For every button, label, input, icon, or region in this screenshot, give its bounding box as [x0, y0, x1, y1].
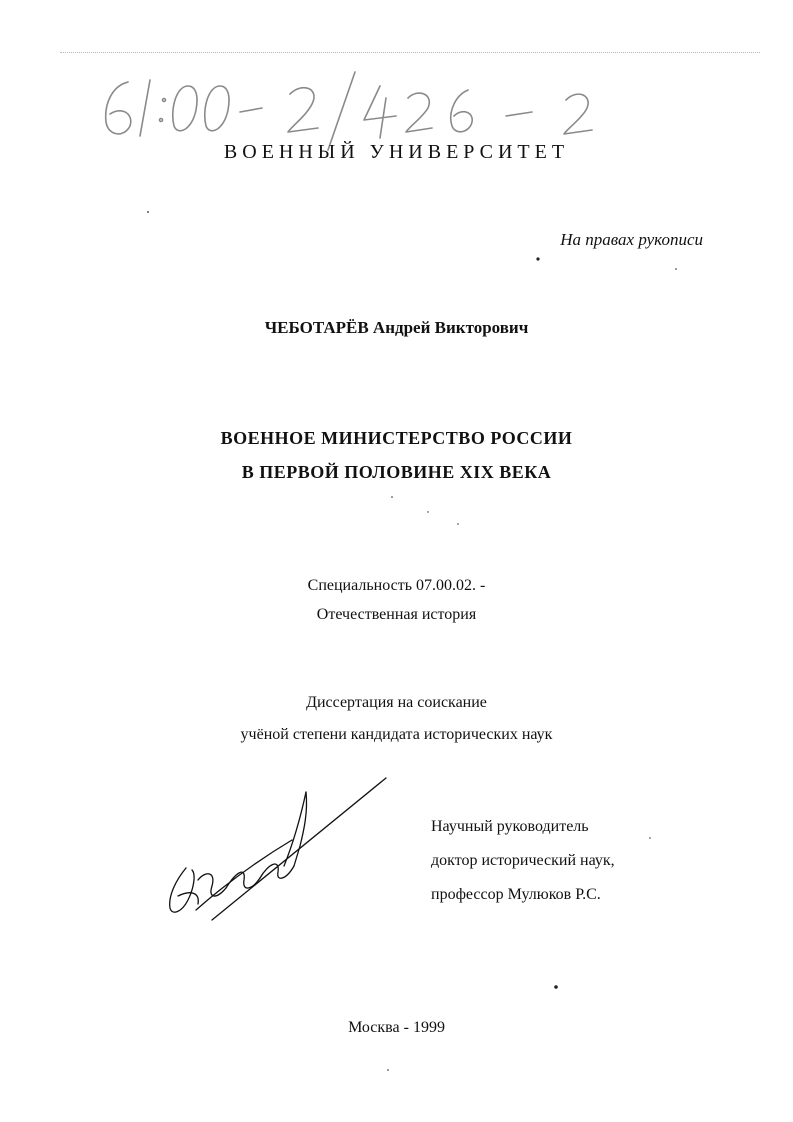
city-year: Москва - 1999	[348, 1019, 445, 1036]
specialty-code: Специальность 07.00.02. -	[307, 577, 486, 594]
dissertation-type-line-2: учёной степени кандидата исторических наук	[240, 726, 553, 743]
supervisor-name: профессор Мулюков Р.С.	[431, 886, 601, 903]
thesis-title-line-1: ВОЕННОЕ МИНИСТЕРСТВО РОССИИ	[220, 428, 573, 448]
organization-name: ВОЕННЫЙ УНИВЕРСИТЕТ	[223, 141, 570, 163]
specialty-name: Отечественная история	[316, 606, 477, 623]
dissertation-type-line-1: Диссертация на соискание	[306, 694, 487, 711]
thesis-title-line-2: В ПЕРВОЙ ПОЛОВИНЕ XIX ВЕКА	[241, 462, 552, 482]
supervisor-degree: доктор исторический наук,	[431, 852, 615, 869]
author-name: ЧЕБОТАРЁВ Андрей Викторович	[264, 318, 529, 337]
rights-note: На правах рукописи	[560, 230, 703, 249]
supervisor-label: Научный руководитель	[431, 818, 589, 835]
